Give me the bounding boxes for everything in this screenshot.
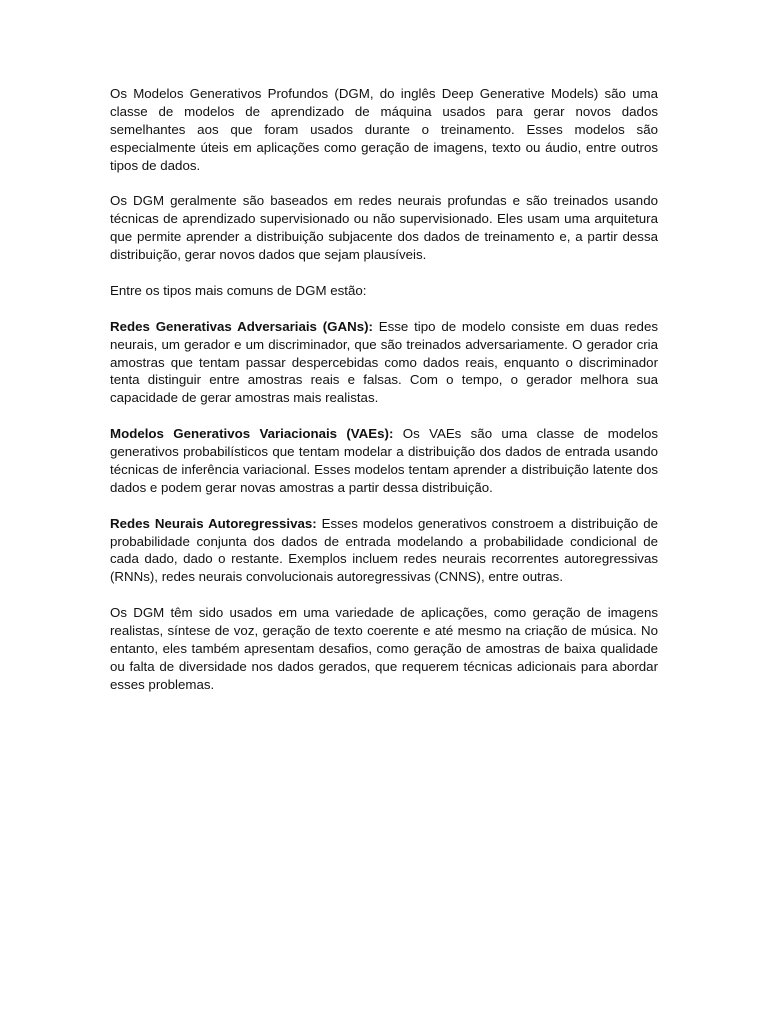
paragraph-types-intro — [110, 282, 658, 300]
term-autoregressive: Redes Neurais Autoregressivas: — [110, 515, 317, 531]
paragraph-text: Os DGM têm sido usados em uma variedade de aplicações, como geração de imagens realistas, síntese de voz, geração de texto coerente e até mesmo na criação de música. No entanto, eles também apresentam desafios, como geração de amostras de baixa qualidade ou falta de diversidade nos dados gerados, que requerem técnicas adicionais para abordar esses problemas. — [110, 605, 658, 692]
paragraph-text: Os DGM geralmente são baseados em redes neurais profundas e são treinados usando técnicas de aprendizado supervisionado ou não supervisionado. Eles usam uma arquitetura que permite aprender a distribuição subjacente dos dados de treinamento e, a partir dessa distribuição, gerar novos dados que sejam plausíveis. — [110, 193, 658, 263]
paragraph-text: Esse tipo de modelo consiste em duas redes neurais, um gerador e um discriminador, que são treinados adversariamente. O gerador cria amostras que tentam passar despercebidas como dados reais, enquanto o discriminador tenta distinguir entre amostras reais e falsas. Com o tempo, o gerador melhora sua capacidade de gerar amostras mais realistas. — [110, 318, 658, 406]
term-gans: Redes Generativas Adversariais (GANs): — [110, 318, 373, 334]
paragraph-text: Os VAEs são uma classe de modelos generativos probabilísticos que tentam modelar a distribuição dos dados de entrada usando técnicas de inferência variacional. Esses modelos tentam aprender a distribuição latente dos dados e podem gerar novas amostras a partir dessa distribuição. — [110, 426, 659, 495]
document-body — [110, 85, 658, 712]
paragraph-text: Esses modelos generativos constroem a distribuição de probabilidade conjunta dos dados de entrada modelando a probabilidade condicional de cada dado, dado o restante. Exemplos incluem redes neurais recorrentes autoregressivas (RNNs), redes neurais convolucionais autoregressivas (CNNS), entre outras. — [110, 515, 658, 585]
paragraph-intro — [110, 85, 658, 175]
paragraph-text: Os Modelos Generativos Profundos (DGM, do inglês Deep Generative Models) são uma classe de modelos de aprendizado de máquina usados para gerar novos dados semelhantes aos que foram usados durante o treinamento. Esses modelos são especialmente úteis em aplicações como geração de imagens, texto ou áudio, entre outros tipos de dados. — [110, 86, 658, 173]
paragraph-applications — [110, 604, 658, 694]
paragraph-autoregressive — [110, 515, 658, 587]
paragraph-gans — [110, 318, 658, 408]
paragraph-vaes — [110, 425, 658, 497]
paragraph-architecture — [110, 192, 658, 264]
paragraph-text: Entre os tipos mais comuns de DGM estão: — [110, 282, 367, 298]
term-vaes: Modelos Generativos Variacionais (VAEs): — [110, 426, 394, 442]
